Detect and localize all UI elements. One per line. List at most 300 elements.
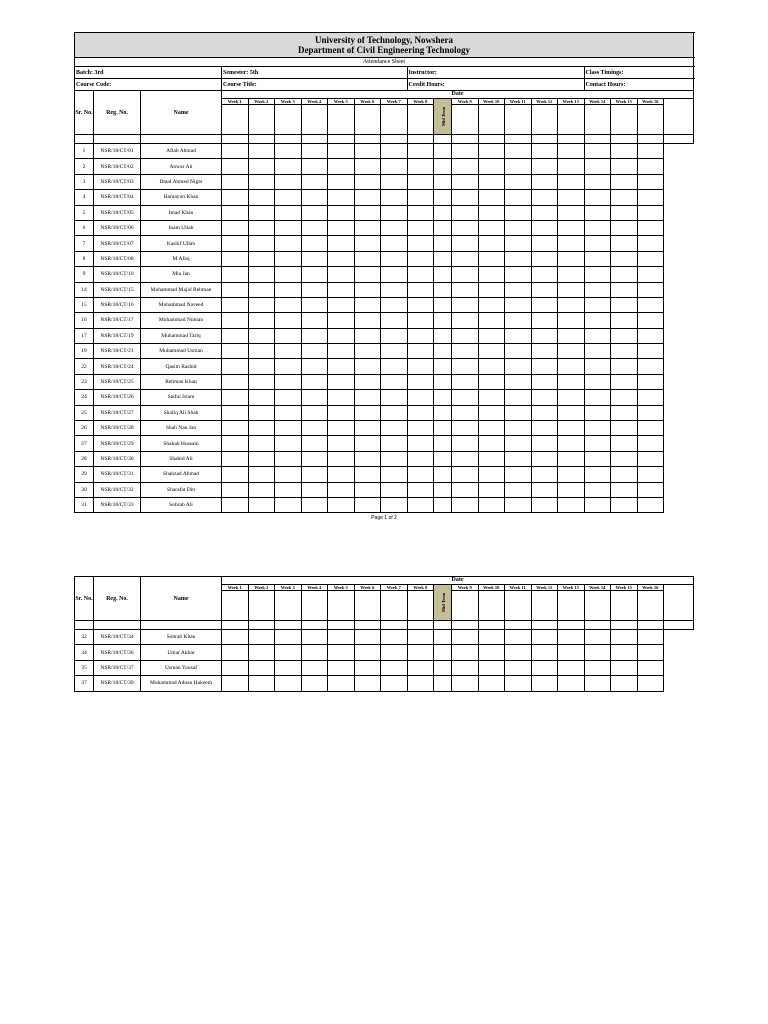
attendance-cell[interactable] xyxy=(584,267,611,282)
attendance-cell[interactable] xyxy=(407,190,434,205)
attendance-cell[interactable] xyxy=(248,660,275,675)
attendance-cell[interactable] xyxy=(328,645,355,660)
attendance-cell[interactable] xyxy=(505,374,532,389)
attendance-cell[interactable] xyxy=(531,660,558,675)
attendance-cell[interactable] xyxy=(434,282,452,297)
attendance-cell[interactable] xyxy=(275,497,302,512)
attendance-cell[interactable] xyxy=(584,451,611,466)
attendance-cell[interactable] xyxy=(248,220,275,235)
attendance-cell[interactable] xyxy=(452,267,479,282)
attendance-cell[interactable] xyxy=(275,282,302,297)
attendance-cell[interactable] xyxy=(407,676,434,691)
attendance-cell[interactable] xyxy=(558,282,585,297)
attendance-cell[interactable] xyxy=(505,190,532,205)
attendance-cell[interactable] xyxy=(354,267,381,282)
attendance-cell[interactable] xyxy=(531,328,558,343)
attendance-cell[interactable] xyxy=(407,482,434,497)
attendance-cell[interactable] xyxy=(531,297,558,312)
attendance-cell[interactable] xyxy=(434,451,452,466)
attendance-cell[interactable] xyxy=(222,159,249,174)
attendance-cell[interactable] xyxy=(505,421,532,436)
attendance-cell[interactable] xyxy=(248,497,275,512)
attendance-cell[interactable] xyxy=(222,267,249,282)
attendance-cell[interactable] xyxy=(407,467,434,482)
attendance-cell[interactable] xyxy=(248,359,275,374)
attendance-cell[interactable] xyxy=(584,220,611,235)
attendance-cell[interactable] xyxy=(301,205,328,220)
attendance-cell[interactable] xyxy=(381,236,408,251)
attendance-percentage-cell[interactable] xyxy=(637,405,664,420)
attendance-cell[interactable] xyxy=(531,159,558,174)
attendance-cell[interactable] xyxy=(301,359,328,374)
attendance-cell[interactable] xyxy=(354,676,381,691)
attendance-cell[interactable] xyxy=(531,205,558,220)
attendance-cell[interactable] xyxy=(301,220,328,235)
attendance-cell[interactable] xyxy=(275,159,302,174)
attendance-cell[interactable] xyxy=(611,267,638,282)
attendance-cell[interactable] xyxy=(505,482,532,497)
attendance-cell[interactable] xyxy=(531,282,558,297)
attendance-cell[interactable] xyxy=(452,497,479,512)
attendance-cell[interactable] xyxy=(407,236,434,251)
attendance-cell[interactable] xyxy=(301,282,328,297)
attendance-percentage-cell[interactable] xyxy=(637,174,664,189)
attendance-cell[interactable] xyxy=(328,205,355,220)
attendance-cell[interactable] xyxy=(611,405,638,420)
attendance-cell[interactable] xyxy=(328,482,355,497)
attendance-percentage-cell[interactable] xyxy=(637,190,664,205)
attendance-cell[interactable] xyxy=(222,451,249,466)
attendance-cell[interactable] xyxy=(248,328,275,343)
attendance-cell[interactable] xyxy=(478,282,505,297)
attendance-cell[interactable] xyxy=(505,267,532,282)
attendance-cell[interactable] xyxy=(328,390,355,405)
attendance-cell[interactable] xyxy=(584,374,611,389)
attendance-cell[interactable] xyxy=(328,359,355,374)
attendance-cell[interactable] xyxy=(248,297,275,312)
attendance-cell[interactable] xyxy=(275,645,302,660)
attendance-percentage-cell[interactable] xyxy=(637,482,664,497)
attendance-cell[interactable] xyxy=(478,344,505,359)
attendance-cell[interactable] xyxy=(328,451,355,466)
attendance-cell[interactable] xyxy=(558,267,585,282)
attendance-cell[interactable] xyxy=(407,405,434,420)
attendance-cell[interactable] xyxy=(407,220,434,235)
attendance-cell[interactable] xyxy=(505,359,532,374)
attendance-cell[interactable] xyxy=(558,297,585,312)
attendance-cell[interactable] xyxy=(558,251,585,266)
attendance-percentage-cell[interactable] xyxy=(637,267,664,282)
attendance-cell[interactable] xyxy=(222,174,249,189)
attendance-cell[interactable] xyxy=(407,297,434,312)
attendance-cell[interactable] xyxy=(558,374,585,389)
attendance-cell[interactable] xyxy=(452,467,479,482)
attendance-percentage-cell[interactable] xyxy=(637,645,664,660)
attendance-cell[interactable] xyxy=(381,405,408,420)
attendance-cell[interactable] xyxy=(275,251,302,266)
attendance-cell[interactable] xyxy=(584,405,611,420)
attendance-cell[interactable] xyxy=(381,282,408,297)
attendance-cell[interactable] xyxy=(354,313,381,328)
attendance-cell[interactable] xyxy=(558,174,585,189)
attendance-cell[interactable] xyxy=(478,482,505,497)
attendance-cell[interactable] xyxy=(434,645,452,660)
attendance-cell[interactable] xyxy=(301,467,328,482)
attendance-cell[interactable] xyxy=(275,436,302,451)
attendance-cell[interactable] xyxy=(558,645,585,660)
attendance-cell[interactable] xyxy=(381,190,408,205)
attendance-cell[interactable] xyxy=(354,405,381,420)
attendance-cell[interactable] xyxy=(248,390,275,405)
attendance-cell[interactable] xyxy=(558,497,585,512)
attendance-cell[interactable] xyxy=(301,344,328,359)
attendance-cell[interactable] xyxy=(222,359,249,374)
attendance-cell[interactable] xyxy=(531,344,558,359)
attendance-cell[interactable] xyxy=(452,344,479,359)
attendance-percentage-cell[interactable] xyxy=(637,282,664,297)
attendance-cell[interactable] xyxy=(531,267,558,282)
attendance-cell[interactable] xyxy=(301,267,328,282)
attendance-cell[interactable] xyxy=(275,205,302,220)
attendance-cell[interactable] xyxy=(584,344,611,359)
attendance-cell[interactable] xyxy=(407,282,434,297)
attendance-cell[interactable] xyxy=(222,328,249,343)
attendance-cell[interactable] xyxy=(611,297,638,312)
attendance-cell[interactable] xyxy=(275,144,302,159)
attendance-cell[interactable] xyxy=(275,660,302,675)
attendance-cell[interactable] xyxy=(478,297,505,312)
attendance-cell[interactable] xyxy=(328,676,355,691)
attendance-cell[interactable] xyxy=(301,676,328,691)
attendance-cell[interactable] xyxy=(584,282,611,297)
attendance-cell[interactable] xyxy=(478,205,505,220)
attendance-cell[interactable] xyxy=(558,220,585,235)
attendance-cell[interactable] xyxy=(584,421,611,436)
attendance-cell[interactable] xyxy=(505,645,532,660)
attendance-cell[interactable] xyxy=(584,482,611,497)
attendance-cell[interactable] xyxy=(275,267,302,282)
attendance-cell[interactable] xyxy=(478,220,505,235)
attendance-cell[interactable] xyxy=(434,405,452,420)
attendance-cell[interactable] xyxy=(354,390,381,405)
attendance-cell[interactable] xyxy=(558,236,585,251)
attendance-cell[interactable] xyxy=(381,297,408,312)
attendance-percentage-cell[interactable] xyxy=(637,497,664,512)
attendance-cell[interactable] xyxy=(531,390,558,405)
attendance-cell[interactable] xyxy=(584,205,611,220)
attendance-cell[interactable] xyxy=(611,205,638,220)
attendance-cell[interactable] xyxy=(248,676,275,691)
attendance-cell[interactable] xyxy=(452,144,479,159)
attendance-cell[interactable] xyxy=(328,328,355,343)
attendance-cell[interactable] xyxy=(452,328,479,343)
attendance-cell[interactable] xyxy=(505,497,532,512)
attendance-cell[interactable] xyxy=(434,482,452,497)
attendance-cell[interactable] xyxy=(381,313,408,328)
attendance-cell[interactable] xyxy=(222,676,249,691)
attendance-cell[interactable] xyxy=(584,159,611,174)
attendance-cell[interactable] xyxy=(611,390,638,405)
attendance-cell[interactable] xyxy=(407,390,434,405)
attendance-cell[interactable] xyxy=(248,645,275,660)
attendance-cell[interactable] xyxy=(248,405,275,420)
attendance-cell[interactable] xyxy=(222,390,249,405)
attendance-cell[interactable] xyxy=(275,467,302,482)
attendance-cell[interactable] xyxy=(558,482,585,497)
attendance-cell[interactable] xyxy=(611,374,638,389)
attendance-cell[interactable] xyxy=(611,482,638,497)
attendance-percentage-cell[interactable] xyxy=(637,236,664,251)
attendance-cell[interactable] xyxy=(275,174,302,189)
attendance-cell[interactable] xyxy=(611,359,638,374)
attendance-cell[interactable] xyxy=(452,436,479,451)
attendance-cell[interactable] xyxy=(505,328,532,343)
attendance-cell[interactable] xyxy=(354,482,381,497)
attendance-cell[interactable] xyxy=(505,220,532,235)
attendance-cell[interactable] xyxy=(478,174,505,189)
attendance-cell[interactable] xyxy=(558,190,585,205)
attendance-cell[interactable] xyxy=(611,497,638,512)
attendance-cell[interactable] xyxy=(478,236,505,251)
attendance-cell[interactable] xyxy=(434,390,452,405)
attendance-cell[interactable] xyxy=(301,374,328,389)
attendance-cell[interactable] xyxy=(505,236,532,251)
attendance-cell[interactable] xyxy=(558,344,585,359)
attendance-cell[interactable] xyxy=(275,676,302,691)
attendance-cell[interactable] xyxy=(478,405,505,420)
attendance-cell[interactable] xyxy=(531,645,558,660)
attendance-cell[interactable] xyxy=(558,144,585,159)
attendance-cell[interactable] xyxy=(275,313,302,328)
attendance-cell[interactable] xyxy=(328,297,355,312)
attendance-cell[interactable] xyxy=(505,676,532,691)
attendance-cell[interactable] xyxy=(531,374,558,389)
attendance-cell[interactable] xyxy=(478,267,505,282)
attendance-cell[interactable] xyxy=(558,676,585,691)
attendance-cell[interactable] xyxy=(478,328,505,343)
attendance-cell[interactable] xyxy=(407,328,434,343)
attendance-cell[interactable] xyxy=(354,660,381,675)
attendance-cell[interactable] xyxy=(354,297,381,312)
attendance-cell[interactable] xyxy=(505,467,532,482)
attendance-cell[interactable] xyxy=(558,630,585,645)
attendance-cell[interactable] xyxy=(452,297,479,312)
attendance-cell[interactable] xyxy=(611,251,638,266)
attendance-cell[interactable] xyxy=(478,436,505,451)
attendance-cell[interactable] xyxy=(301,421,328,436)
attendance-cell[interactable] xyxy=(381,328,408,343)
attendance-cell[interactable] xyxy=(611,645,638,660)
attendance-cell[interactable] xyxy=(531,405,558,420)
attendance-cell[interactable] xyxy=(611,630,638,645)
attendance-percentage-cell[interactable] xyxy=(637,344,664,359)
attendance-cell[interactable] xyxy=(328,405,355,420)
attendance-cell[interactable] xyxy=(328,220,355,235)
attendance-cell[interactable] xyxy=(328,159,355,174)
attendance-cell[interactable] xyxy=(407,267,434,282)
attendance-cell[interactable] xyxy=(434,236,452,251)
attendance-percentage-cell[interactable] xyxy=(637,297,664,312)
attendance-cell[interactable] xyxy=(328,313,355,328)
attendance-cell[interactable] xyxy=(381,660,408,675)
attendance-cell[interactable] xyxy=(248,630,275,645)
attendance-cell[interactable] xyxy=(452,220,479,235)
attendance-cell[interactable] xyxy=(222,374,249,389)
attendance-cell[interactable] xyxy=(381,467,408,482)
attendance-cell[interactable] xyxy=(301,497,328,512)
attendance-cell[interactable] xyxy=(407,251,434,266)
attendance-cell[interactable] xyxy=(354,497,381,512)
attendance-cell[interactable] xyxy=(222,467,249,482)
attendance-cell[interactable] xyxy=(407,359,434,374)
attendance-cell[interactable] xyxy=(328,436,355,451)
attendance-cell[interactable] xyxy=(505,313,532,328)
attendance-cell[interactable] xyxy=(275,630,302,645)
attendance-cell[interactable] xyxy=(407,344,434,359)
attendance-cell[interactable] xyxy=(248,236,275,251)
attendance-cell[interactable] xyxy=(611,421,638,436)
attendance-cell[interactable] xyxy=(434,174,452,189)
attendance-cell[interactable] xyxy=(381,220,408,235)
attendance-cell[interactable] xyxy=(478,374,505,389)
attendance-cell[interactable] xyxy=(434,267,452,282)
attendance-cell[interactable] xyxy=(301,630,328,645)
attendance-cell[interactable] xyxy=(584,645,611,660)
attendance-cell[interactable] xyxy=(328,344,355,359)
attendance-cell[interactable] xyxy=(354,190,381,205)
attendance-percentage-cell[interactable] xyxy=(637,467,664,482)
attendance-cell[interactable] xyxy=(328,144,355,159)
attendance-cell[interactable] xyxy=(301,328,328,343)
attendance-cell[interactable] xyxy=(328,660,355,675)
attendance-cell[interactable] xyxy=(434,297,452,312)
attendance-cell[interactable] xyxy=(222,497,249,512)
attendance-cell[interactable] xyxy=(328,190,355,205)
attendance-cell[interactable] xyxy=(301,436,328,451)
attendance-cell[interactable] xyxy=(611,190,638,205)
attendance-percentage-cell[interactable] xyxy=(637,220,664,235)
attendance-cell[interactable] xyxy=(381,205,408,220)
attendance-cell[interactable] xyxy=(222,436,249,451)
attendance-cell[interactable] xyxy=(275,236,302,251)
attendance-cell[interactable] xyxy=(407,497,434,512)
attendance-cell[interactable] xyxy=(434,251,452,266)
attendance-cell[interactable] xyxy=(381,497,408,512)
attendance-cell[interactable] xyxy=(301,236,328,251)
attendance-percentage-cell[interactable] xyxy=(637,660,664,675)
attendance-cell[interactable] xyxy=(354,159,381,174)
attendance-cell[interactable] xyxy=(381,174,408,189)
attendance-cell[interactable] xyxy=(611,144,638,159)
attendance-cell[interactable] xyxy=(452,374,479,389)
attendance-cell[interactable] xyxy=(275,190,302,205)
attendance-cell[interactable] xyxy=(505,282,532,297)
attendance-percentage-cell[interactable] xyxy=(637,159,664,174)
attendance-cell[interactable] xyxy=(478,390,505,405)
attendance-cell[interactable] xyxy=(222,144,249,159)
attendance-cell[interactable] xyxy=(301,482,328,497)
attendance-cell[interactable] xyxy=(434,497,452,512)
attendance-cell[interactable] xyxy=(407,205,434,220)
attendance-cell[interactable] xyxy=(381,436,408,451)
attendance-cell[interactable] xyxy=(478,645,505,660)
attendance-cell[interactable] xyxy=(531,630,558,645)
attendance-cell[interactable] xyxy=(354,645,381,660)
attendance-cell[interactable] xyxy=(381,359,408,374)
attendance-cell[interactable] xyxy=(222,220,249,235)
attendance-cell[interactable] xyxy=(531,482,558,497)
attendance-cell[interactable] xyxy=(248,144,275,159)
attendance-cell[interactable] xyxy=(301,297,328,312)
attendance-cell[interactable] xyxy=(558,390,585,405)
attendance-cell[interactable] xyxy=(248,374,275,389)
attendance-cell[interactable] xyxy=(531,451,558,466)
attendance-cell[interactable] xyxy=(248,344,275,359)
attendance-cell[interactable] xyxy=(381,344,408,359)
attendance-cell[interactable] xyxy=(452,205,479,220)
attendance-cell[interactable] xyxy=(584,297,611,312)
attendance-cell[interactable] xyxy=(531,467,558,482)
attendance-cell[interactable] xyxy=(531,174,558,189)
attendance-cell[interactable] xyxy=(301,313,328,328)
attendance-cell[interactable] xyxy=(434,313,452,328)
attendance-cell[interactable] xyxy=(434,344,452,359)
attendance-cell[interactable] xyxy=(531,436,558,451)
attendance-cell[interactable] xyxy=(248,251,275,266)
attendance-cell[interactable] xyxy=(328,174,355,189)
attendance-cell[interactable] xyxy=(452,236,479,251)
attendance-cell[interactable] xyxy=(584,359,611,374)
attendance-cell[interactable] xyxy=(407,436,434,451)
attendance-cell[interactable] xyxy=(452,451,479,466)
attendance-cell[interactable] xyxy=(354,282,381,297)
attendance-cell[interactable] xyxy=(452,282,479,297)
attendance-cell[interactable] xyxy=(248,482,275,497)
attendance-percentage-cell[interactable] xyxy=(637,251,664,266)
attendance-cell[interactable] xyxy=(584,390,611,405)
attendance-cell[interactable] xyxy=(611,282,638,297)
attendance-cell[interactable] xyxy=(584,660,611,675)
attendance-cell[interactable] xyxy=(452,676,479,691)
attendance-cell[interactable] xyxy=(248,436,275,451)
attendance-cell[interactable] xyxy=(248,421,275,436)
attendance-cell[interactable] xyxy=(222,405,249,420)
attendance-cell[interactable] xyxy=(478,660,505,675)
attendance-cell[interactable] xyxy=(505,174,532,189)
attendance-cell[interactable] xyxy=(584,190,611,205)
attendance-cell[interactable] xyxy=(407,374,434,389)
attendance-cell[interactable] xyxy=(584,236,611,251)
attendance-cell[interactable] xyxy=(275,451,302,466)
attendance-cell[interactable] xyxy=(354,328,381,343)
attendance-cell[interactable] xyxy=(275,390,302,405)
attendance-cell[interactable] xyxy=(222,421,249,436)
attendance-cell[interactable] xyxy=(275,405,302,420)
attendance-cell[interactable] xyxy=(275,421,302,436)
attendance-cell[interactable] xyxy=(434,328,452,343)
attendance-cell[interactable] xyxy=(584,436,611,451)
attendance-cell[interactable] xyxy=(558,205,585,220)
attendance-cell[interactable] xyxy=(434,467,452,482)
attendance-cell[interactable] xyxy=(558,313,585,328)
attendance-cell[interactable] xyxy=(381,630,408,645)
attendance-cell[interactable] xyxy=(478,144,505,159)
attendance-cell[interactable] xyxy=(301,144,328,159)
attendance-cell[interactable] xyxy=(222,660,249,675)
attendance-cell[interactable] xyxy=(328,421,355,436)
attendance-cell[interactable] xyxy=(275,297,302,312)
attendance-cell[interactable] xyxy=(505,390,532,405)
